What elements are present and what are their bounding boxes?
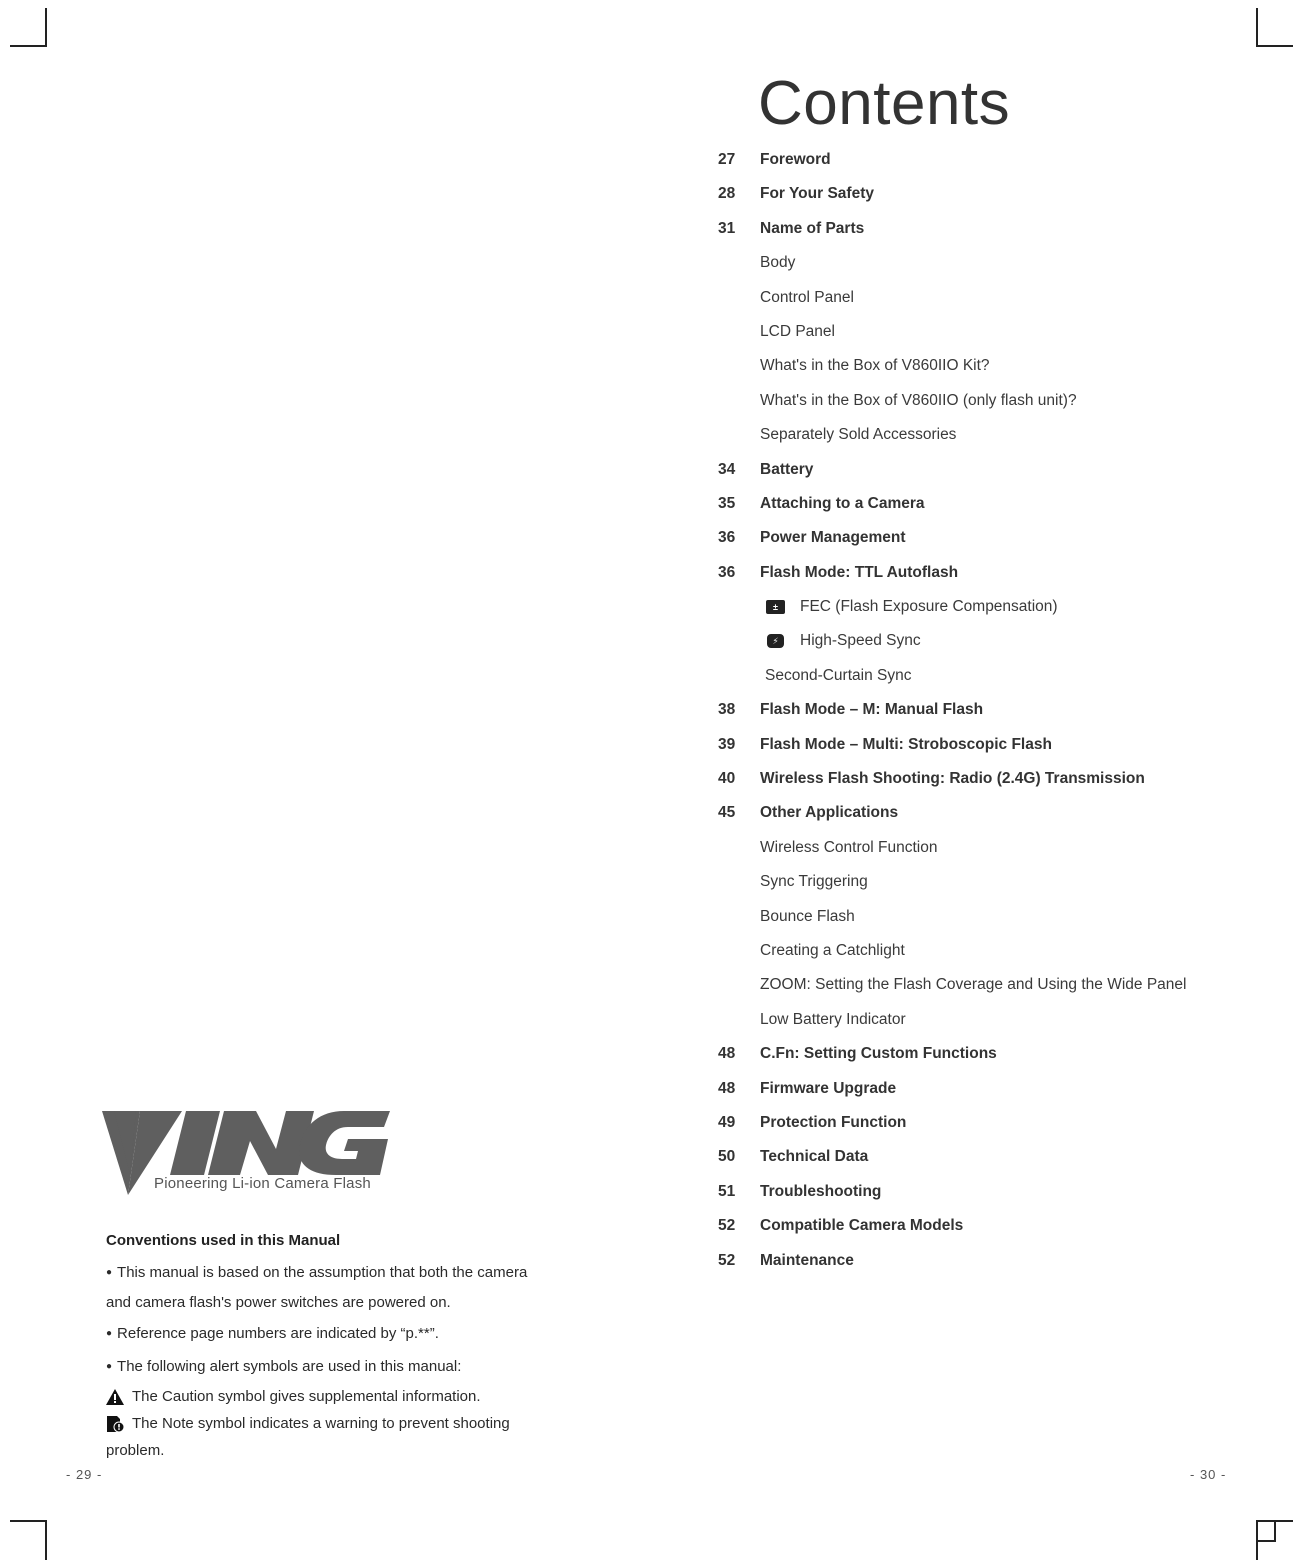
crop-mark-bottom-left xyxy=(45,1520,47,1560)
toc-entry[interactable] xyxy=(718,1209,1278,1243)
toc-entry-title: Technical Data xyxy=(760,1148,869,1166)
toc-page-number: 28 xyxy=(718,185,736,203)
toc-entry-title: For Your Safety xyxy=(760,185,874,203)
table-of-contents xyxy=(718,143,1278,1278)
fec-icon: ± xyxy=(766,600,785,614)
convention-text: Reference page numbers are indicated by “p.**”. xyxy=(117,1325,439,1342)
crop-mark-top-right xyxy=(1256,8,1258,47)
toc-entry-title: Flash Mode – M: Manual Flash xyxy=(760,701,984,719)
toc-entry[interactable] xyxy=(718,1037,1278,1071)
toc-entry[interactable] xyxy=(718,728,1278,762)
toc-entry[interactable] xyxy=(718,315,1278,349)
convention-bullet-1-continued: and camera flash's power switches are powered on. xyxy=(106,1294,451,1311)
toc-entry[interactable] xyxy=(718,1140,1278,1174)
toc-entry-title: ZOOM: Setting the Flash Coverage and Using the Wide Panel xyxy=(760,976,1187,994)
toc-entry-title: Second-Curtain Sync xyxy=(765,666,912,684)
toc-entry[interactable] xyxy=(718,659,1278,693)
convention-bullet-2 xyxy=(106,1320,576,1350)
toc-page-number: 40 xyxy=(718,770,736,788)
toc-entry-title: Other Applications xyxy=(760,804,899,822)
toc-entry[interactable] xyxy=(718,177,1278,211)
toc-entry-title: Bounce Flash xyxy=(760,907,855,925)
toc-entry-title: Wireless Flash Shooting: Radio (2.4G) Transmission xyxy=(760,770,1145,788)
toc-entry-title: Body xyxy=(760,254,796,272)
toc-entry[interactable] xyxy=(718,624,1278,658)
toc-entry-title: Attaching to a Camera xyxy=(760,494,925,512)
toc-entry[interactable] xyxy=(718,1003,1278,1037)
toc-page-number: 48 xyxy=(718,1045,736,1063)
convention-text: This manual is based on the assumption that both the camera xyxy=(117,1264,528,1281)
toc-entry-title: Control Panel xyxy=(760,288,854,306)
toc-entry[interactable] xyxy=(718,281,1278,315)
toc-entry[interactable] xyxy=(718,796,1278,830)
note-text-continued: problem. xyxy=(106,1442,165,1459)
toc-entry[interactable] xyxy=(718,1072,1278,1106)
toc-entry[interactable] xyxy=(718,521,1278,555)
toc-entry[interactable] xyxy=(718,487,1278,521)
toc-entry-title: Flash Mode: TTL Autoflash xyxy=(760,563,959,581)
toc-entry[interactable] xyxy=(718,831,1278,865)
toc-page-number: 31 xyxy=(718,219,736,237)
toc-entry[interactable] xyxy=(718,453,1278,487)
toc-entry-title: FEC (Flash Exposure Compensation) xyxy=(800,598,1058,616)
toc-page-number: 51 xyxy=(718,1182,736,1200)
page-number-left: - 29 - xyxy=(66,1467,103,1482)
toc-page-number: 52 xyxy=(718,1217,736,1235)
toc-entry-title: Low Battery Indicator xyxy=(760,1010,906,1028)
toc-entry[interactable] xyxy=(718,1106,1278,1140)
toc-page-number: 39 xyxy=(718,735,736,753)
toc-entry-title: Battery xyxy=(760,460,814,478)
toc-entry-title: High-Speed Sync xyxy=(800,632,921,650)
crop-mark-bottom-left xyxy=(10,1520,47,1522)
toc-page-number: 49 xyxy=(718,1113,736,1131)
toc-entry-title: LCD Panel xyxy=(760,322,835,340)
crop-mark-top-left xyxy=(10,45,47,47)
toc-entry-title: Creating a Catchlight xyxy=(760,941,905,959)
note-text: The Note symbol indicates a warning to prevent shooting xyxy=(132,1415,510,1432)
convention-bullet-1 xyxy=(106,1259,576,1289)
toc-entry[interactable] xyxy=(718,762,1278,796)
toc-entry-title: Protection Function xyxy=(760,1113,907,1131)
crop-mark-top-right xyxy=(1256,45,1293,47)
caution-line xyxy=(106,1383,576,1410)
toc-entry-title: Troubleshooting xyxy=(760,1182,882,1200)
toc-entry-title: Separately Sold Accessories xyxy=(760,426,957,444)
toc-entry[interactable] xyxy=(718,590,1278,624)
toc-entry[interactable] xyxy=(718,384,1278,418)
crop-mark-bottom-right xyxy=(1274,1520,1276,1540)
caution-text: The Caution symbol gives supplemental information. xyxy=(132,1388,481,1405)
toc-entry-title: Compatible Camera Models xyxy=(760,1217,964,1235)
toc-page-number: 48 xyxy=(718,1079,736,1097)
toc-entry[interactable] xyxy=(718,1175,1278,1209)
toc-entry-title: Wireless Control Function xyxy=(760,838,938,856)
logo-tagline: Pioneering Li-ion Camera Flash xyxy=(154,1175,371,1192)
toc-entry-title: Power Management xyxy=(760,529,906,547)
toc-page-number: 38 xyxy=(718,701,736,719)
note-icon xyxy=(106,1416,124,1432)
caution-icon xyxy=(106,1389,124,1405)
toc-page-number: 34 xyxy=(718,460,736,478)
hss-icon: ⚡ xyxy=(767,634,784,648)
contents-title: Contents xyxy=(758,69,1011,138)
toc-entry[interactable] xyxy=(718,143,1278,177)
toc-entry[interactable] xyxy=(718,900,1278,934)
toc-entry[interactable] xyxy=(718,934,1278,968)
crop-mark-top-left xyxy=(45,8,47,47)
toc-entry-title: Maintenance xyxy=(760,1251,854,1269)
toc-entry-title: What's in the Box of V860IIO (only flash unit)? xyxy=(760,391,1077,409)
toc-page-number: 27 xyxy=(718,151,736,168)
toc-entry[interactable] xyxy=(718,693,1278,727)
toc-entry-title: Name of Parts xyxy=(760,219,865,237)
toc-entry-title: Sync Triggering xyxy=(760,873,868,891)
toc-page-number: 45 xyxy=(718,804,736,822)
toc-entry-title: Foreword xyxy=(760,151,831,168)
toc-entry[interactable] xyxy=(718,212,1278,246)
conventions-section xyxy=(106,1232,576,1465)
page-number-right: - 30 - xyxy=(1190,1467,1227,1482)
toc-entry-title: Flash Mode – Multi: Stroboscopic Flash xyxy=(760,735,1052,753)
toc-entry[interactable] xyxy=(718,349,1278,383)
toc-page-number: 50 xyxy=(718,1148,736,1166)
note-line xyxy=(106,1410,576,1437)
toc-page-number: 36 xyxy=(718,563,736,581)
toc-entry-title: What's in the Box of V860IIO Kit? xyxy=(760,357,990,375)
toc-entry[interactable] xyxy=(718,556,1278,590)
toc-entry[interactable] xyxy=(718,246,1278,280)
toc-page-number: 36 xyxy=(718,529,736,547)
toc-entry[interactable] xyxy=(718,865,1278,899)
toc-entry[interactable] xyxy=(718,968,1278,1002)
convention-text: The following alert symbols are used in this manual: xyxy=(117,1358,462,1375)
conventions-title: Conventions used in this Manual xyxy=(106,1232,341,1249)
toc-entry-title: C.Fn: Setting Custom Functions xyxy=(760,1045,997,1063)
convention-bullet-3 xyxy=(106,1353,576,1383)
toc-entry[interactable] xyxy=(718,1244,1278,1278)
toc-entry-title: Firmware Upgrade xyxy=(760,1079,897,1097)
toc-page-number: 35 xyxy=(718,494,736,512)
toc-entry[interactable] xyxy=(718,418,1278,452)
crop-mark-bottom-right xyxy=(1256,1540,1276,1542)
toc-page-number: 52 xyxy=(718,1251,736,1269)
